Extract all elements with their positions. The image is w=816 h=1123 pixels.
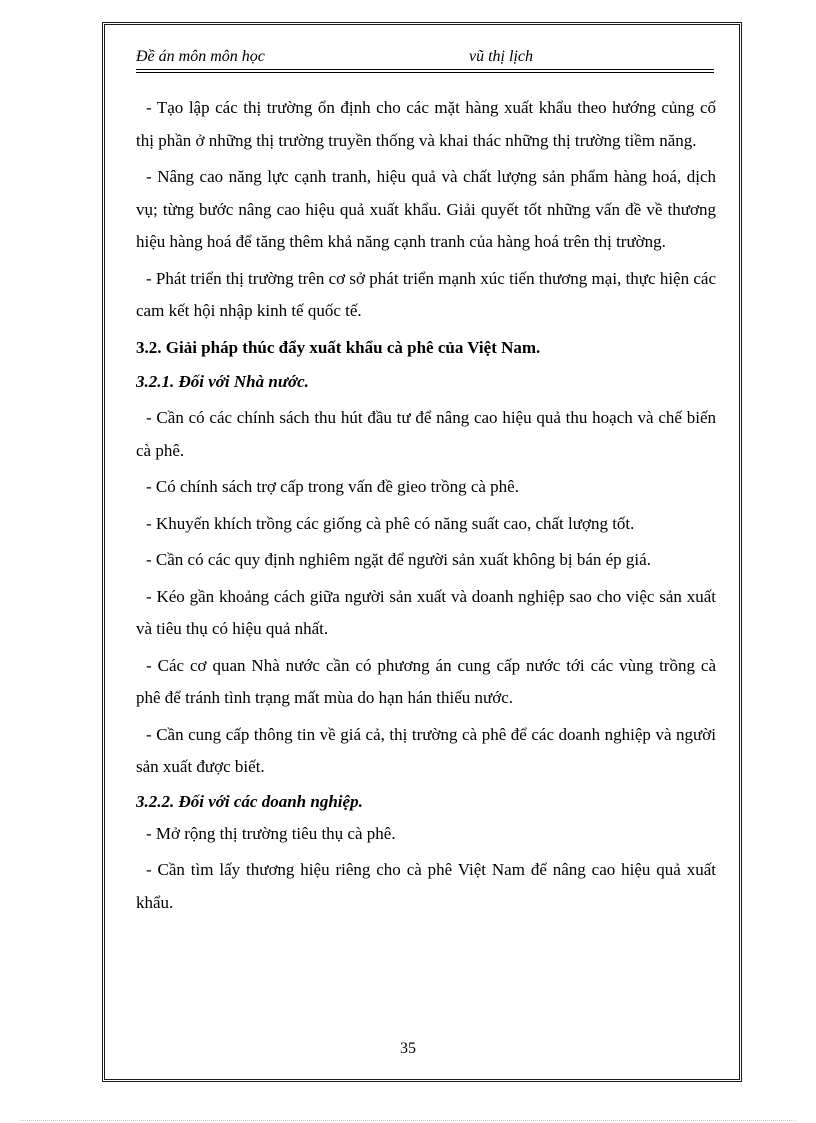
header-course-title: Đề án môn môn học <box>136 48 265 65</box>
subsection-heading: 3.2.2. Đối với các doanh nghiệp. <box>136 791 363 811</box>
header-author: vũ thị lịch <box>469 48 533 65</box>
paragraph: - Phát triển thị trường trên cơ sở phát triển mạnh xúc tiến thương mại, thực hiện các cam kết hội nhập kinh tế quốc tế. <box>136 268 716 320</box>
subsection-heading: 3.2.1. Đối với Nhà nước. <box>136 372 309 391</box>
paragraph: - Cần cung cấp thông tin về giá cả, thị trường cà phê để các doanh nghiệp và người sản xuất được biết. <box>136 724 716 776</box>
paragraph: - Khuyến khích trồng các giống cà phê có năng suất cao, chất lượng tốt. <box>146 513 635 533</box>
paragraph: - Kéo gần khoảng cách giữa người sản xuất và doanh nghiệp sao cho việc sản xuất và tiêu thụ có hiệu quả nhất. <box>136 586 716 638</box>
paragraph: - Cần có các quy định nghiêm ngặt để người sản xuất không bị bán ép giá. <box>146 550 651 569</box>
paragraph: - Cần có các chính sách thu hút đầu tư để nâng cao hiệu quả thu hoạch và chế biến cà phê. <box>136 408 716 460</box>
paragraph: - Cần tìm lấy thương hiệu riêng cho cà phê Việt Nam để nâng cao hiệu quả xuất khẩu. <box>136 860 716 912</box>
bottom-divider <box>20 1120 796 1121</box>
header-rule <box>136 69 714 73</box>
paragraph: - Nâng cao năng lực cạnh tranh, hiệu quả và chất lượng sản phẩm hàng hoá, dịch vụ; từng bước nâng cao hiệu quả xuất khẩu. Giải quyết tốt những vấn đề về thương hiệu hàng hoá để tăng thêm khả năng cạnh tranh của hàng hoá trên thị trường. <box>136 167 716 251</box>
page-number: 35 <box>400 1040 416 1057</box>
paragraph: - Có chính sách trợ cấp trong vấn đề gieo trồng cà phê. <box>146 477 519 496</box>
page-header <box>136 48 714 68</box>
paragraph: - Các cơ quan Nhà nước cần có phương án cung cấp nước tới các vùng trồng cà phê để tránh tình trạng mất mùa do hạn hán thiếu nước. <box>136 655 716 707</box>
section-heading: 3.2. Giải pháp thúc đẩy xuất khẩu cà phê của Việt Nam. <box>136 337 541 357</box>
document-body <box>136 92 716 919</box>
paragraph: - Mở rộng thị trường tiêu thụ cà phê. <box>146 823 396 843</box>
paragraph: - Tạo lập các thị trường ổn định cho các mặt hàng xuất khẩu theo hướng củng cố thị phần ở những thị trường truyền thống và khai thác những thị trường tiềm năng. <box>136 98 716 150</box>
